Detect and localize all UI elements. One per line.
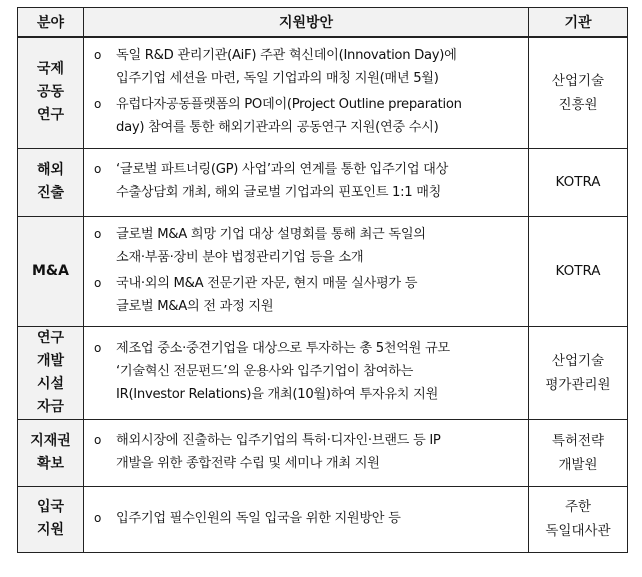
header-plan: 지원방안 xyxy=(84,8,529,38)
plan-item-text xyxy=(116,223,522,269)
agency-cell xyxy=(529,148,628,216)
plan-item-line: IR(Investor Relations)을 개최(10월)하여 투자유치 지원 xyxy=(116,387,439,402)
agency-label-line: 특허전략 xyxy=(551,432,605,449)
plan-item-text xyxy=(116,44,522,90)
plan-item-line: ‘기술혁신 전문펀드’의 운용사와 입주기업이 참여하는 xyxy=(116,364,414,379)
agency-label-line: 산업기술 xyxy=(551,72,605,89)
agency-cell xyxy=(529,326,628,419)
plan-item xyxy=(92,272,522,318)
plan-item-text xyxy=(116,337,522,406)
plan-item-line: 국내·외의 M&A 전문기관 자문, 현지 매물 실사평가 등 xyxy=(116,275,418,291)
category-label-line: 국제 xyxy=(36,61,65,78)
agency-label-line: 개발원 xyxy=(558,456,598,473)
circle-bullet-icon: o xyxy=(94,48,102,63)
agency-label-line: KOTRA xyxy=(555,263,601,279)
plan-item xyxy=(92,158,522,204)
table-row xyxy=(18,486,628,552)
agency-label-line: 진흥원 xyxy=(558,96,598,113)
plan-item-text xyxy=(116,507,522,530)
circle-bullet-icon: o xyxy=(94,510,102,525)
plan-item-line: 소재·부품·장비 분야 법정관리기업 등을 소개 xyxy=(116,249,364,265)
category-cell xyxy=(18,326,84,419)
circle-bullet-icon: o xyxy=(94,162,102,176)
header-agency: 기관 xyxy=(529,8,628,38)
header-category: 분야 xyxy=(18,8,84,38)
plan-cell xyxy=(84,419,529,486)
plan-item-line: day) 참여를 통한 해외기관과의 공동연구 지원(연중 수시) xyxy=(116,120,439,136)
plan-item-text xyxy=(116,429,522,475)
category-label-line: 자금 xyxy=(36,398,65,415)
plan-item-text xyxy=(116,93,522,139)
table-header-row xyxy=(18,8,628,38)
agency-label-line: 산업기술 xyxy=(551,352,605,369)
circle-bullet-icon: o xyxy=(94,275,102,290)
plan-cell xyxy=(84,216,529,326)
plan-cell xyxy=(84,486,529,552)
plan-item-line: 유럽다자공동플랫폼의 PO데이(Project Outline preparation xyxy=(116,97,462,113)
plan-cell xyxy=(84,148,529,216)
agency-cell xyxy=(529,486,628,552)
support-table-container xyxy=(17,7,628,553)
category-cell xyxy=(18,216,84,326)
category-label-line: 해외 xyxy=(36,162,65,178)
agency-cell xyxy=(529,419,628,486)
circle-bullet-icon: o xyxy=(94,341,102,355)
plan-item-line: 독일 R&D 관리기관(AiF) 주관 혁신데이(Innovation Day)에 xyxy=(116,48,457,64)
circle-bullet-icon: o xyxy=(94,226,102,241)
circle-bullet-icon: o xyxy=(94,432,102,447)
agency-label-line: 독일대사관 xyxy=(545,523,611,539)
category-label-line: 연구 xyxy=(36,329,65,346)
support-table xyxy=(17,7,628,553)
plan-item-line: 수출상담회 개최, 해외 글로벌 기업과의 핀포인트 1:1 매칭 xyxy=(116,185,442,200)
table-row xyxy=(18,419,628,486)
plan-item xyxy=(92,223,522,269)
category-label-line: 시설 xyxy=(36,375,65,392)
category-cell xyxy=(18,37,84,148)
category-label-line: 개발 xyxy=(36,352,65,369)
category-cell xyxy=(18,486,84,552)
plan-cell xyxy=(84,326,529,419)
agency-cell xyxy=(529,216,628,326)
agency-label-line: 주한 xyxy=(564,499,592,515)
plan-item xyxy=(92,429,522,475)
table-row xyxy=(18,148,628,216)
plan-item xyxy=(92,93,522,139)
plan-item-line: ‘글로벌 파트너링(GP) 사업’과의 연계를 통한 입주기업 대상 xyxy=(116,162,449,177)
agency-label-line: KOTRA xyxy=(555,174,601,190)
plan-item xyxy=(92,507,522,530)
category-label-line: M&A xyxy=(32,262,69,279)
table-row xyxy=(18,216,628,326)
plan-item xyxy=(92,44,522,90)
table-row xyxy=(18,37,628,148)
plan-cell xyxy=(84,37,529,148)
category-cell xyxy=(18,419,84,486)
plan-item-line: 해외시장에 진출하는 입주기업의 특허·디자인·브랜드 등 IP xyxy=(116,432,441,448)
category-cell xyxy=(18,148,84,216)
plan-item-line: 글로벌 M&A의 전 과정 지원 xyxy=(116,298,274,314)
category-label-line: 진출 xyxy=(36,185,65,201)
plan-item-text xyxy=(116,158,522,204)
plan-item-line: 글로벌 M&A 희망 기업 대상 설명회를 통해 최근 독일의 xyxy=(116,226,426,242)
plan-item xyxy=(92,337,522,406)
plan-item-text xyxy=(116,272,522,318)
plan-item-line: 입주기업 세션을 마련, 독일 기업과의 매칭 지원(매년 5월) xyxy=(116,71,439,87)
category-label-line: 지재권 xyxy=(30,432,71,449)
circle-bullet-icon: o xyxy=(94,97,102,112)
category-label-line: 지원 xyxy=(36,522,65,538)
category-label-line: 연구 xyxy=(36,107,65,124)
category-label-line: 입국 xyxy=(36,499,65,515)
table-row xyxy=(18,326,628,419)
table-body xyxy=(18,37,628,552)
plan-item-line: 개발을 위한 종합전략 수립 및 세미나 개최 지원 xyxy=(116,455,380,471)
category-label-line: 공동 xyxy=(36,84,65,101)
plan-item-line: 제조업 중소·중견기업을 대상으로 투자하는 총 5천억원 규모 xyxy=(116,341,450,356)
agency-cell xyxy=(529,37,628,148)
plan-item-line: 입주기업 필수인원의 독일 입국을 위한 지원방안 등 xyxy=(116,510,401,526)
category-label-line: 확보 xyxy=(36,455,65,472)
agency-label-line: 평가관리원 xyxy=(545,376,611,393)
